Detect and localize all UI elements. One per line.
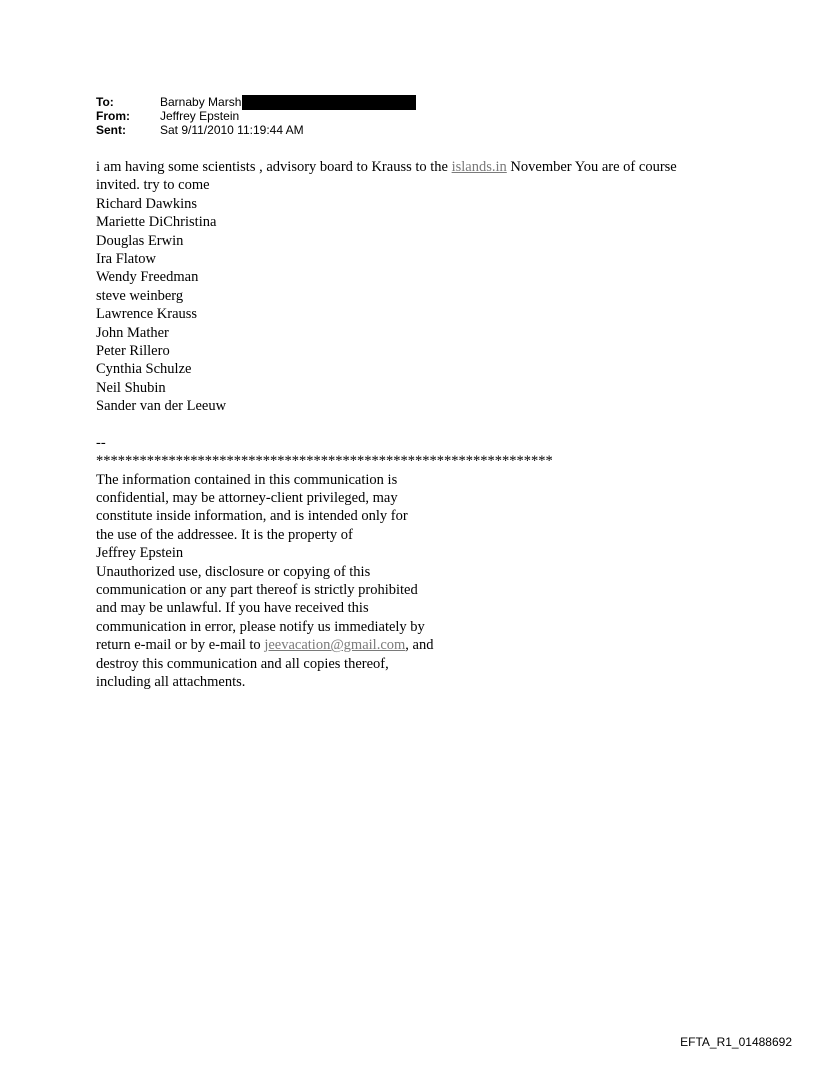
- intro-paragraph: [96, 158, 716, 195]
- from-label: From:: [96, 109, 130, 123]
- islands-link[interactable]: islands.in: [451, 159, 507, 175]
- attendee-list: [96, 195, 716, 416]
- signature-stars: ***************************************************************: [96, 453, 553, 470]
- email-suffix: , and: [405, 637, 434, 654]
- sent-row: [96, 123, 416, 137]
- attendee-name: steve weinberg: [96, 287, 184, 304]
- to-row: [96, 95, 416, 109]
- attendee-name: Peter Rillero: [96, 342, 170, 359]
- attendee-name: Douglas Erwin: [96, 232, 184, 249]
- intro-text-end: November You are of course invited. try to come: [96, 159, 677, 194]
- from-value: Jeffrey Epstein: [160, 109, 240, 123]
- email-prefix: return e-mail or by e-mail to: [96, 637, 265, 654]
- disclaimer-email-line: [96, 636, 716, 654]
- disclaimer-line: communication or any part thereof is strictly prohibited: [96, 582, 418, 599]
- attendee-name: Mariette DiChristina: [96, 214, 217, 231]
- disclaimer-line: destroy this communication and all copies thereof,: [96, 655, 389, 672]
- redaction-box: [242, 95, 416, 110]
- intro-text-start: i am having some scientists , advisory board to Krauss to the: [96, 159, 452, 175]
- attendee-name: John Mather: [96, 324, 169, 341]
- attendee-name: Wendy Freedman: [96, 269, 199, 286]
- disclaimer-line: the use of the addressee. It is the property of: [96, 526, 353, 543]
- disclaimer-line: constitute inside information, and is intended only for: [96, 508, 408, 525]
- document-id: EFTA_R1_01488692: [680, 1035, 792, 1049]
- disclaimer-line: confidential, may be attorney-client privileged, may: [96, 490, 398, 507]
- signature-dashes: --: [96, 434, 106, 451]
- disclaimer-line: communication in error, please notify us immediately by: [96, 618, 425, 635]
- disclaimer-line: including all attachments.: [96, 673, 246, 690]
- attendee-name: Ira Flatow: [96, 250, 156, 267]
- from-row: [96, 109, 416, 123]
- disclaimer-line: and may be unlawful. If you have received this: [96, 600, 369, 617]
- sent-label: Sent:: [96, 123, 126, 137]
- to-label: To:: [96, 95, 114, 109]
- attendee-name: Richard Dawkins: [96, 195, 198, 212]
- disclaimer-line: Unauthorized use, disclosure or copying of this: [96, 563, 371, 580]
- email-header: [96, 95, 416, 137]
- to-value: Barnaby Marsh: [160, 95, 242, 109]
- email-link[interactable]: jeevacation@gmail.com: [264, 637, 406, 654]
- disclaimer-line: The information contained in this communication is: [96, 471, 398, 488]
- disclaimer-line: Jeffrey Epstein: [96, 545, 184, 562]
- signature-block: [96, 434, 716, 691]
- attendee-name: Lawrence Krauss: [96, 306, 198, 323]
- blank-line: [96, 416, 716, 434]
- email-body: [96, 158, 716, 691]
- sent-value: Sat 9/11/2010 11:19:44 AM: [160, 123, 304, 137]
- attendee-name: Neil Shubin: [96, 379, 166, 396]
- attendee-name: Sander van der Leeuw: [96, 398, 227, 415]
- attendee-name: Cynthia Schulze: [96, 361, 192, 378]
